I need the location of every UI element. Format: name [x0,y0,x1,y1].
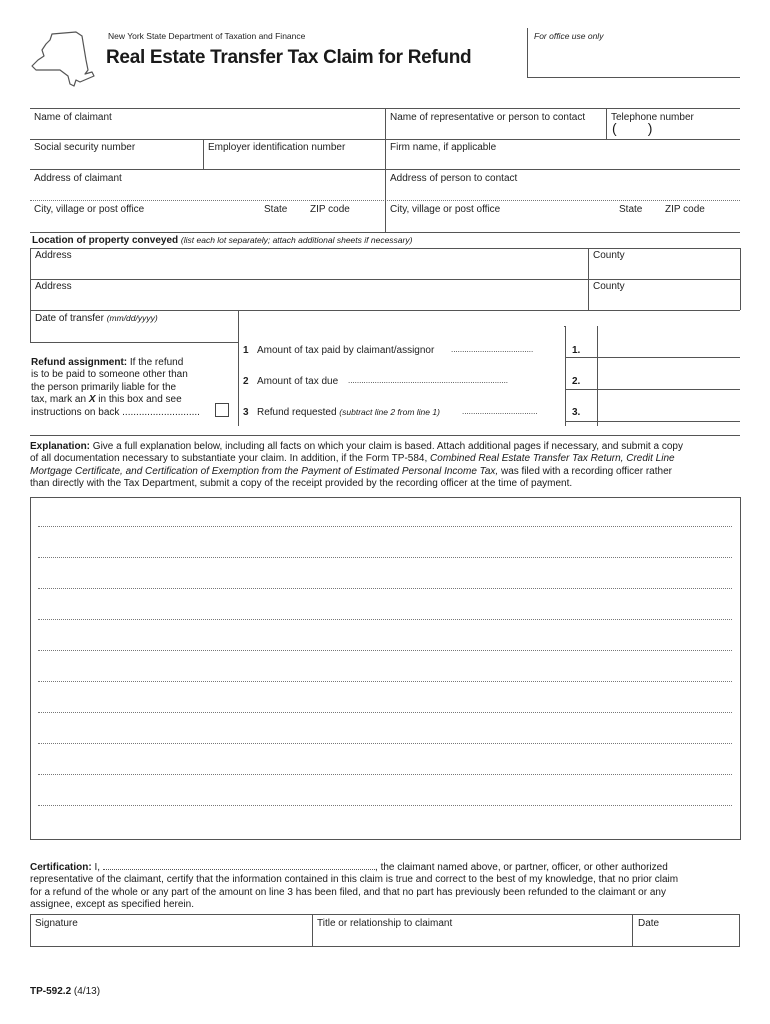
property-address2-field[interactable] [31,293,587,309]
certification-line4: assignee, except as specified herein. [30,899,194,911]
line1-amount-field[interactable] [598,326,740,357]
address2-label: Address [35,281,72,292]
refund-assignment-line4-pre: tax, mark an [31,394,87,406]
line3-label-text: Refund requested [257,407,337,418]
contact-address-field[interactable] [386,185,739,199]
explanation-text [30,441,742,491]
explanation-writing-line [38,774,732,775]
department-name: New York State Department of Taxation and Finance [108,31,306,41]
property-county2-field[interactable] [589,293,739,309]
contact-zip-label: ZIP code [665,204,705,215]
line2-number: 2 [243,376,249,387]
signature-date-field[interactable] [633,930,739,946]
line1-label: Amount of tax paid by claimant/assignor [257,345,435,356]
rule [30,279,740,280]
firm-name-label: Firm name, if applicable [390,142,497,153]
explanation-line2-pre: of all documentation necessary to substantiate your claim. In addition, if the Form TP-584, [30,453,428,465]
certification-name-blank[interactable] [103,860,375,870]
refund-assignment-bold: Refund assignment: [31,357,128,368]
claimant-zip-label: ZIP code [310,204,350,215]
claimant-address-label: Address of claimant [34,173,122,184]
form-number: TP-592.2 [30,986,72,997]
representative-label: Name of representative or person to contact [390,112,586,123]
explanation-writing-line [38,557,732,558]
explanation-line2-ital: Combined Real Estate Transfer Tax Return, Credit Line [430,453,675,465]
line3-amount-field[interactable] [598,390,740,421]
ein-label: Employer identification number [208,142,346,153]
explanation-writing-line [38,681,732,682]
explanation-writing-line [38,712,732,713]
telephone-field[interactable] [607,124,739,138]
date-label-text: Date of transfer [35,313,104,324]
refund-assignment-line2: is to be paid to someone other than [31,369,188,381]
representative-field[interactable] [386,124,605,138]
signature-label: Signature [35,918,78,929]
rule [565,421,740,422]
line3-number: 3 [243,407,249,418]
certification-line3: for a refund of the whole or any part of the amount on line 3 has been filed, and that no part has previously been refunded to the claimant or any [30,886,666,898]
refund-assignment-x: X [88,394,96,406]
ein-field[interactable] [204,154,384,168]
ssn-field[interactable] [31,154,202,168]
certification-line2: representative of the claimant, certify that the information contained in this claim is true and correct to the best of my knowledge, that no prior claim [30,874,679,886]
certification-bold: Certification: [30,862,92,873]
line2-leader: ........................................................................ [348,376,509,385]
line1-box-number: 1. [572,345,581,356]
rule [30,248,740,249]
rule [565,326,566,426]
form-revision: (4/13) [73,986,101,997]
office-use-label: For office use only [534,31,604,41]
explanation-writing-line [38,805,732,806]
title-relationship-field[interactable] [313,930,631,946]
refund-assignment-line1: If the refund [129,357,184,368]
property-heading-text: Location of property conveyed [32,235,179,246]
line1-leader: ..................................... [451,345,534,354]
signature-date-label: Date [638,918,660,929]
explanation-writing-line [38,588,732,589]
office-use-field [528,42,740,76]
contact-address-label: Address of person to contact [390,173,518,184]
claimant-city-field[interactable] [31,216,384,231]
certification-i: I, [94,862,101,873]
refund-assignment-checkbox[interactable] [215,403,229,417]
claimant-state-label: State [264,204,288,215]
rule [30,232,740,233]
title-relationship-label: Title or relationship to claimant [317,918,453,929]
date-of-transfer-field[interactable] [31,326,237,341]
rule [30,435,740,436]
county2-label: County [593,281,625,292]
name-of-claimant-label: Name of claimant [34,112,112,123]
contact-city-field[interactable] [386,216,739,231]
line1-number: 1 [243,345,249,356]
explanation-line1: Give a full explanation below, including all facts on which your claim is based. Attach additional pages if necessary, and submit a copy [92,441,683,452]
line3-label-sub: (subtract line 2 from line 1) [339,407,440,417]
address1-label: Address [35,250,72,261]
telephone-label: Telephone number [611,112,694,123]
county1-label: County [593,250,625,261]
line3-box-number: 3. [572,407,581,418]
explanation-writing-line [38,526,732,527]
claimant-city-label: City, village or post office [34,204,145,215]
explanation-line3-ital: Mortgage Certificate, and Certification of Exemption from the Payment of Estimated Personal Income Tax, [30,465,499,477]
page-title: Real Estate Transfer Tax Claim for Refund [106,47,472,68]
property-heading-note: (list each lot separately; attach additional sheets if necessary) [180,235,413,245]
ssn-label: Social security number [34,142,136,153]
claimant-address-field[interactable] [31,185,384,199]
explanation-textarea[interactable] [30,497,741,840]
date-of-transfer-label [35,313,158,324]
line2-box-number: 2. [572,376,581,387]
date-format-hint: (mm/dd/yyyy) [106,313,158,323]
explanation-writing-line [38,619,732,620]
certification-line1-post: , the claimant named above, or partner, officer, or other authorized [375,862,668,873]
line2-label: Amount of tax due [257,376,339,387]
signature-field[interactable] [31,930,311,946]
explanation-writing-line [38,650,732,651]
property-location-heading [32,235,412,246]
line2-amount-field[interactable] [598,358,740,389]
explanation-bold: Explanation: [30,441,91,452]
new-york-state-outline-icon [30,30,96,90]
refund-assignment-line3: the person primarily liable for the [31,381,177,393]
explanation-line3-post: was filed with a recording officer rather [500,465,672,477]
refund-assignment-line5: instructions on back ............................ [31,406,200,418]
property-address1-field[interactable] [31,262,587,278]
property-county1-field[interactable] [589,262,739,278]
explanation-writing-line [38,743,732,744]
refund-assignment-text [31,357,231,419]
rule [30,310,740,311]
office-use-bottom [527,77,740,78]
name-of-claimant-field[interactable] [31,124,384,138]
contact-city-label: City, village or post office [390,204,501,215]
explanation-line4: than directly with the Tax Department, submit a copy of the receipt provided by the recording officer at the time of payment. [30,478,573,490]
line3-leader: .................................. [462,407,538,416]
refund-assignment-line4-post: in this box and see [98,394,182,406]
certification-text [30,860,742,912]
form-id [30,986,100,997]
rule [238,310,239,426]
contact-state-label: State [619,204,643,215]
rule [740,248,741,310]
telephone-area-code-parens: ( ) [612,120,653,136]
line3-label [257,407,440,418]
firm-name-field[interactable] [386,154,739,168]
rule [30,342,238,343]
